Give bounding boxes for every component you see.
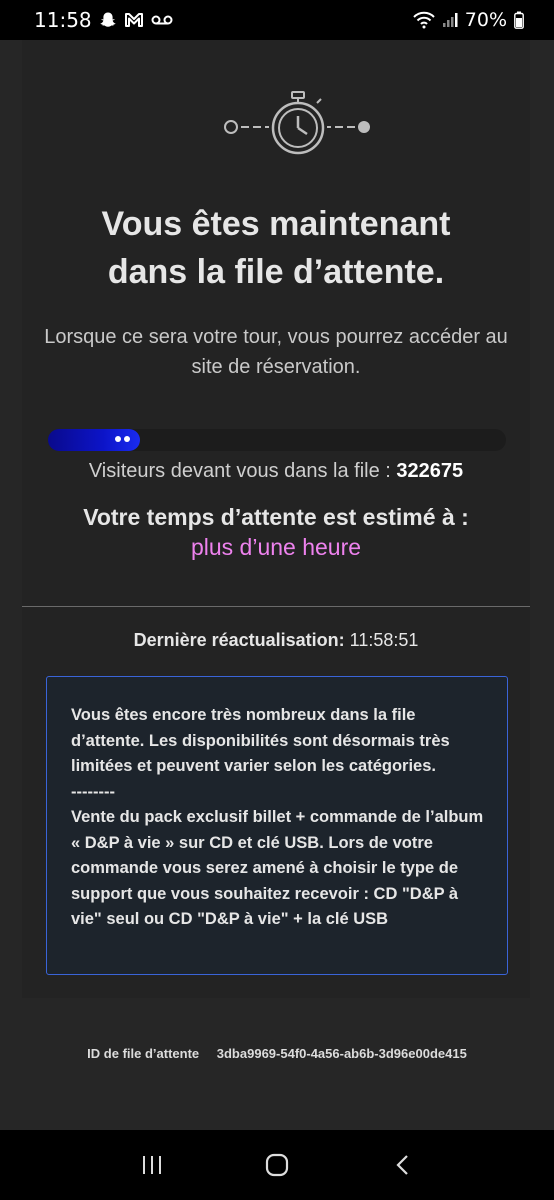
back-button[interactable] — [382, 1145, 422, 1185]
info-message-box — [46, 676, 508, 975]
navigation-bar — [0, 1130, 554, 1200]
headline-line-1: Vous êtes maintenant — [101, 205, 451, 243]
queue-progress-bar — [48, 429, 506, 451]
visitors-label: Visiteurs devant vous dans la file : — [88, 460, 391, 482]
battery-percent: 70% — [464, 9, 507, 31]
info-message-2: Vente du pack exclusif billet + commande de l’album « D&P à vie » sur CD et clé USB. Lors de votre commande vous serez amené à choisir le type de support que vous souhaitez recevoir : CD "D&P à vie" seul ou CD "D&P à vie" + la clé USB — [71, 808, 484, 928]
queue-page — [0, 40, 554, 1130]
stopwatch-icon — [217, 90, 377, 160]
refresh-time: 11:58:51 — [349, 630, 419, 650]
refresh-label: Dernière réactualisation: — [133, 630, 345, 650]
home-icon — [264, 1152, 290, 1178]
home-button[interactable] — [257, 1145, 297, 1185]
last-refresh — [22, 626, 530, 654]
queue-id-value: 3dba9969-54f0-4a56-ab6b-3d96e00de415 — [216, 1046, 467, 1061]
info-separator: -------- — [71, 782, 115, 801]
queue-progress-fill — [48, 429, 140, 451]
visitors-count: 322675 — [396, 460, 464, 482]
back-icon — [392, 1153, 412, 1177]
recent-apps-icon — [140, 1154, 164, 1176]
gmail-icon — [124, 12, 144, 28]
queue-id-label: ID de file d’attente — [87, 1046, 200, 1061]
voicemail-icon — [151, 14, 173, 26]
page-title — [22, 200, 530, 296]
progress-dots-icon — [115, 436, 130, 442]
wifi-icon — [413, 11, 435, 29]
queue-id — [0, 1046, 554, 1061]
snapchat-icon — [99, 11, 117, 29]
recent-apps-button[interactable] — [132, 1145, 172, 1185]
queue-card — [22, 40, 530, 998]
visitors-ahead — [22, 456, 530, 486]
queue-subtext: Lorsque ce sera votre tour, vous pourrez accéder au site de réservation. — [44, 326, 508, 378]
headline-line-2: dans la file d’attente. — [107, 253, 445, 291]
wait-time-value: plus d’une heure — [190, 534, 362, 560]
status-time: 11:58 — [34, 8, 92, 32]
info-message-1: Vous êtes encore très nombreux dans la file d’attente. Les disponibilités sont désormais très limitées et peuvent varier selon les catégories. — [71, 706, 450, 775]
status-bar — [0, 0, 554, 40]
wait-time-label: Votre temps d’attente est estimé à : — [83, 504, 469, 530]
signal-icon — [442, 12, 458, 28]
battery-icon — [514, 11, 524, 29]
divider — [22, 606, 530, 607]
